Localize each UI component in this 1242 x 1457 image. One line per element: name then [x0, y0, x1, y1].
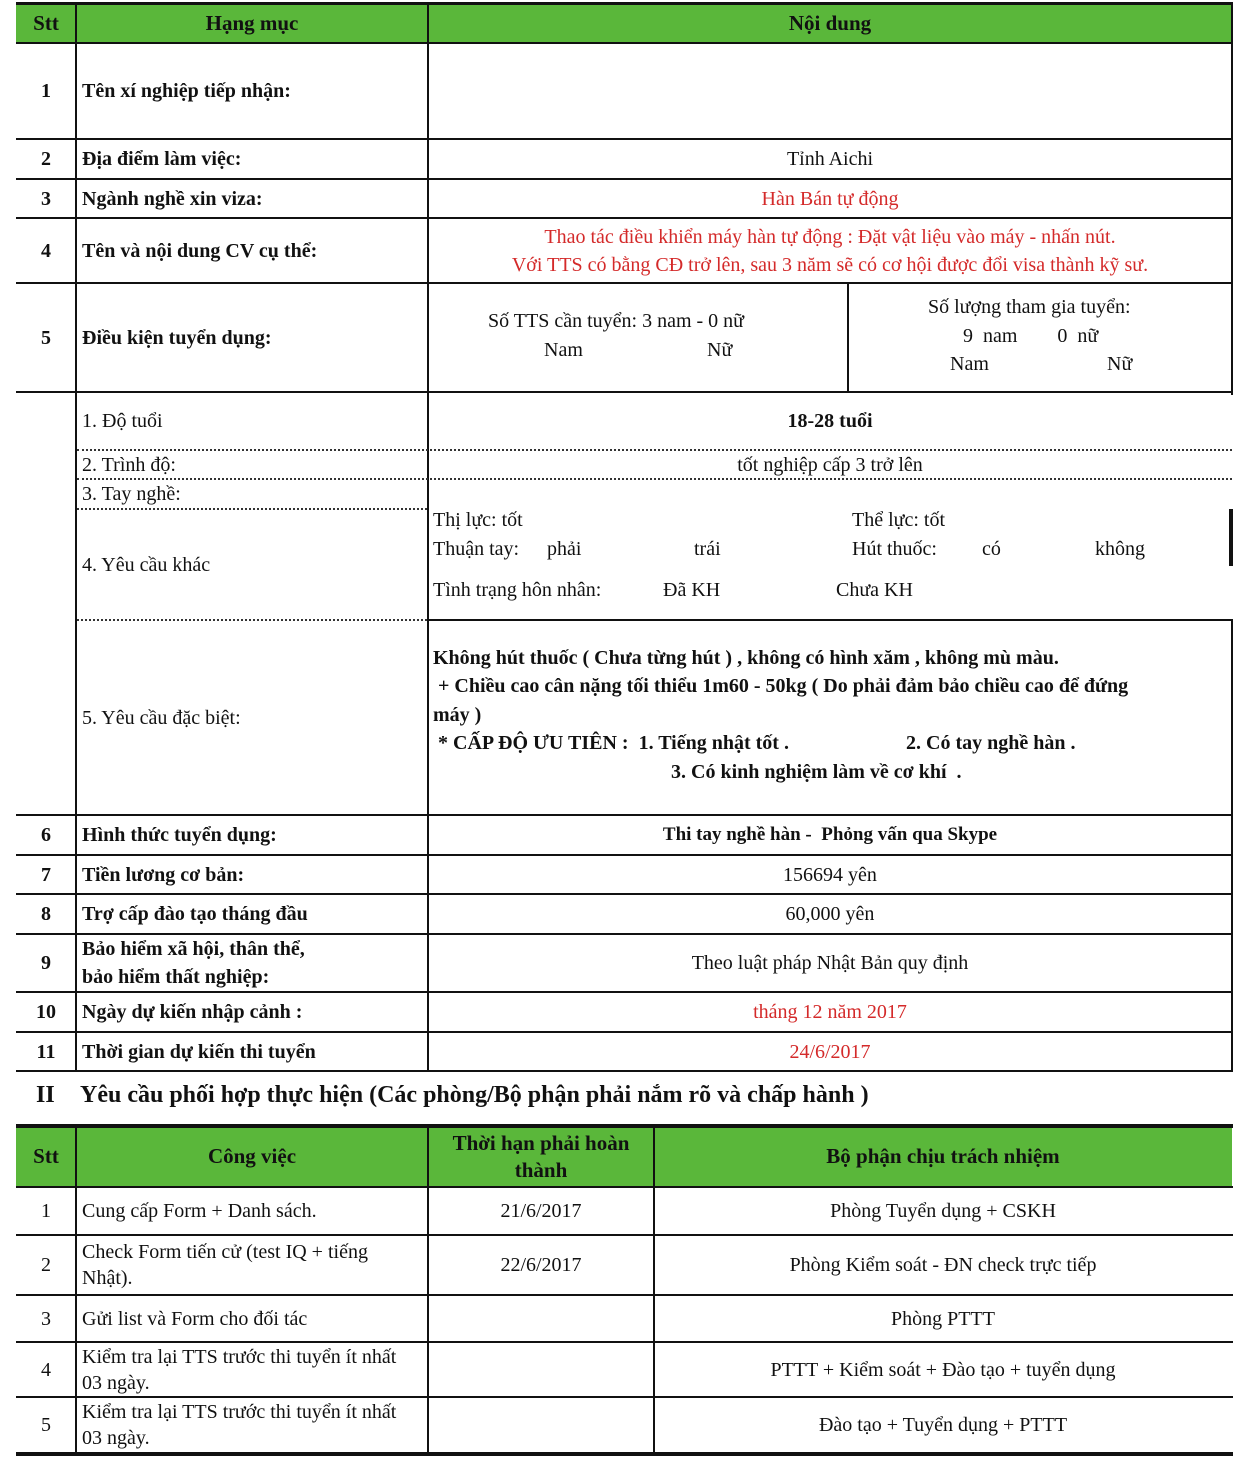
row-value: 60,000 yên	[785, 903, 875, 925]
header-category: Hạng mục	[76, 4, 428, 43]
marital-label: Tình trạng hôn nhân:	[433, 579, 602, 601]
education-label: 2. Trình độ:	[82, 453, 176, 476]
education-value: tốt nghiệp cấp 3 trở lên	[737, 453, 923, 476]
section-title: Yêu cầu phối hợp thực hiện (Các phòng/Bộ phận phải nắm rõ và chấp hành )	[80, 1082, 869, 1108]
needed-trainees: Số TTS cần tuyển: 3 nam - 0 nữ	[488, 310, 744, 332]
t2-row-task: Gửi list và Form cho đối tác	[82, 1307, 308, 1330]
row-value: Hàn Bán tự động	[761, 187, 899, 210]
header-stt: Stt	[16, 4, 76, 43]
job-line-1: Thao tác điều khiển máy hàn tự động : Đặt vật liệu vào máy - nhấn nút.	[544, 226, 1116, 248]
participants-male-label: Nam	[950, 353, 989, 375]
row-value: Thi tay nghề hàn - Phỏng vấn qua Skype	[662, 823, 998, 845]
t2-row-deadline	[428, 1295, 654, 1342]
row-stt: 1	[41, 80, 51, 102]
t2-row-task: Kiểm tra lại TTS trước thi tuyển ít nhất 03 ngày.	[82, 1345, 397, 1394]
row-value: Tỉnh Aichi	[786, 148, 874, 170]
job-line-2: Với TTS có bằng CĐ trở lên, sau 3 năm sẽ có cơ hội được đổi visa thành kỹ sư.	[511, 254, 1149, 276]
t2-row-dept: Phòng Kiểm soát - ĐN check trực tiếp	[789, 1254, 1097, 1276]
smoking-no: không	[1095, 538, 1145, 560]
t2-row-dept: Phòng PTTT	[891, 1307, 995, 1330]
vision: Thị lực: tốt	[433, 509, 523, 531]
age-value: 18-28 tuổi	[787, 410, 873, 432]
special-line: 3. Có kinh nghiệm làm về cơ khí .	[671, 761, 962, 783]
participants-female-label: Nữ	[1107, 353, 1133, 375]
special-line: Không hút thuốc ( Chưa từng hút ) , không có hình xăm , không mù màu.	[433, 647, 1059, 669]
row-stt: 8	[41, 903, 51, 925]
special-line: 2. Có tay nghề hàn .	[906, 732, 1076, 754]
needed-male-label: Nam	[544, 339, 583, 361]
t2-header-deadline: Thời hạn phải hoàn thành	[428, 1127, 654, 1187]
t2-row-deadline	[428, 1342, 654, 1397]
t2-row-dept: Đào tạo + Tuyển dụng + PTTT	[818, 1414, 1068, 1436]
t2-header-task: Công việc	[76, 1127, 428, 1187]
row-stt: 2	[41, 148, 51, 170]
special-line: * CẤP ĐỘ ƯU TIÊN : 1. Tiếng nhật tốt .	[433, 732, 789, 754]
t2-row-dept: PTTT + Kiểm soát + Đào tạo + tuyển dụng	[770, 1358, 1116, 1381]
participants-title: Số lượng tham gia tuyển:	[928, 296, 1131, 318]
label-line-2: bảo hiểm thất nghiệp:	[82, 966, 270, 988]
row-label: Điều kiện tuyển dụng:	[82, 326, 272, 349]
section-number: II	[36, 1082, 55, 1108]
skill-label: 3. Tay nghề:	[82, 483, 181, 505]
t2-row-stt: 5	[41, 1414, 51, 1436]
row-value: 156694 yên	[783, 863, 877, 886]
row-value: 24/6/2017	[789, 1040, 871, 1063]
row-value: tháng 12 năm 2017	[753, 1001, 907, 1023]
row-label: Ngày dự kiến nhập cảnh :	[82, 1001, 303, 1023]
t2-row-stt: 3	[41, 1307, 51, 1330]
smoking-yes: có	[982, 538, 1001, 560]
row-label: Địa điểm làm việc:	[82, 148, 242, 170]
label-line-1: Bảo hiểm xã hội, thân thể,	[82, 938, 305, 960]
row-label: Tên và nội dung CV cụ thể:	[82, 239, 318, 262]
t2-row-stt: 4	[41, 1358, 51, 1381]
t2-row-dept: Phòng Tuyển dụng + CSKH	[830, 1200, 1056, 1222]
special-line: + Chiều cao cân nặng tối thiểu 1m60 - 50kg ( Do phải đảm bảo chiều cao để đứng	[433, 675, 1129, 697]
t2-header-dept: Bộ phận chịu trách nhiệm	[654, 1127, 1232, 1187]
row-stt: 6	[41, 824, 51, 846]
row-value: Theo luật pháp Nhật Bản quy định	[691, 952, 969, 974]
row-label: Hình thức tuyển dụng:	[82, 824, 277, 846]
row-label: Tiền lương cơ bản:	[82, 863, 245, 886]
row-stt: 7	[41, 863, 51, 886]
t2-row-stt: 2	[41, 1254, 51, 1276]
special-label: 5. Yêu cầu đặc biệt:	[82, 706, 241, 729]
handedness-left: trái	[694, 538, 721, 560]
row-label: Tên xí nghiệp tiếp nhận:	[82, 80, 291, 102]
participants-counts: 9 nam 0 nữ	[963, 325, 1099, 347]
age-label: 1. Độ tuổi	[82, 410, 163, 432]
row-stt: 11	[36, 1040, 56, 1063]
handedness-right: phải	[547, 538, 582, 560]
needed-female-label: Nữ	[707, 339, 733, 361]
header-content: Nội dung	[428, 4, 1232, 43]
t2-header-stt: Stt	[16, 1127, 76, 1187]
t2-row-task: Check Form tiến cử (test IQ + tiếng Nhật).	[82, 1241, 368, 1289]
smoking-label: Hút thuốc:	[852, 538, 937, 560]
row-stt: 5	[41, 326, 51, 349]
t2-row-deadline: 21/6/2017	[500, 1200, 582, 1222]
t2-row-task: Cung cấp Form + Danh sách.	[82, 1200, 317, 1222]
t2-row-task: Kiểm tra lại TTS trước thi tuyển ít nhất 03 ngày.	[82, 1401, 397, 1449]
marital-married: Đã KH	[663, 579, 721, 601]
handedness-label: Thuận tay:	[433, 538, 520, 560]
row-stt: 3	[41, 187, 51, 210]
row-label	[76, 934, 428, 992]
row-value	[428, 222, 1232, 280]
row-stt: 10	[36, 1001, 56, 1023]
row-label: Thời gian dự kiến thi tuyển	[82, 1040, 316, 1063]
physical: Thể lực: tốt	[852, 509, 946, 531]
row-stt: 9	[41, 952, 51, 974]
other-label: 4. Yêu cầu khác	[82, 553, 211, 576]
row-label: Trợ cấp đào tạo tháng đầu	[82, 903, 308, 925]
row-label: Ngành nghề xin viza:	[82, 187, 263, 210]
marital-single: Chưa KH	[836, 579, 913, 601]
special-line: máy )	[433, 704, 482, 726]
t2-row-deadline: 22/6/2017	[500, 1254, 582, 1276]
row-stt: 4	[41, 239, 51, 262]
t2-row-deadline	[428, 1397, 654, 1453]
t2-row-stt: 1	[41, 1200, 51, 1222]
